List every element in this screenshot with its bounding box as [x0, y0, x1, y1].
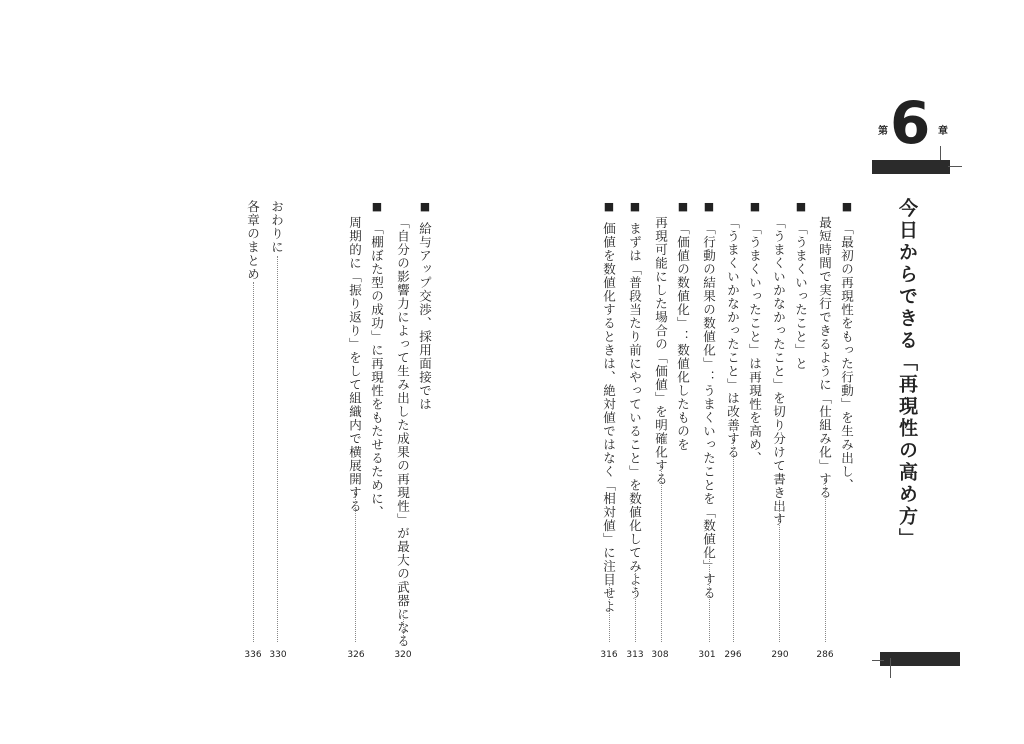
dot-leader	[403, 612, 404, 642]
page-number[interactable]: 301	[698, 650, 716, 660]
page-number[interactable]: 330	[269, 650, 287, 660]
page-number[interactable]: 320	[394, 650, 412, 660]
toc-entry-line[interactable]: ■ 「価値の数値化」：数値化したものを	[676, 200, 689, 452]
decor-line	[948, 166, 962, 167]
dot-leader	[661, 466, 662, 642]
decor-line	[890, 658, 891, 678]
chapter-heading	[872, 89, 962, 180]
dot-leader	[253, 282, 254, 642]
page-number[interactable]: 296	[724, 650, 742, 660]
toc-entry-line[interactable]: ■ 給与アップ交渉、採用面接では	[418, 200, 431, 411]
toc-entry-line[interactable]: ■ 「棚ぼた型の成功」に再現性をもたせるために、	[370, 200, 383, 519]
footer-bar	[880, 652, 960, 666]
chapter-label-prefix: 第	[878, 126, 888, 137]
dot-leader	[355, 490, 356, 642]
toc-entry-line[interactable]: 最短時間で実行できるように「仕組み化」する	[817, 216, 833, 500]
toc-entry-line[interactable]: 周期的に「振り返り」をして組織内で横展開する	[347, 216, 363, 513]
chapter-bar	[872, 160, 950, 174]
toc-entry-line[interactable]: ■ まずは「普段当たり前にやっていること」を数値化してみよう	[628, 200, 641, 600]
toc-entry-line[interactable]: ■ 「うまくいったこと」と	[794, 200, 807, 371]
page-number[interactable]: 316	[600, 650, 618, 660]
toc-entry-line[interactable]: ■ 価値を数値化するときは、絶対値ではなく「相対値」に注目せよ	[602, 200, 615, 614]
dot-leader	[277, 256, 278, 642]
toc-entry-line[interactable]: 「うまくいかなかったこと」は改善する	[725, 216, 741, 459]
page-number[interactable]: 336	[244, 650, 262, 660]
page-number[interactable]: 290	[771, 650, 789, 660]
dot-leader	[825, 478, 826, 642]
toc-entry-line[interactable]: 「うまくいかなかったこと」を切り分けて書き出す	[771, 216, 787, 527]
dot-leader	[609, 584, 610, 642]
toc-entry-line[interactable]: 「自分の影響力によって生み出した成果の再現性」が最大の武器になる	[395, 216, 411, 648]
page-number[interactable]: 286	[816, 650, 834, 660]
toc-entry-line[interactable]: ■ 「うまくいったこと」は再現性を高め、	[748, 200, 761, 465]
toc-entry-line[interactable]: 再現可能にした場合の「価値」を明確化する	[653, 216, 669, 486]
page-number[interactable]: 326	[347, 650, 365, 660]
dot-leader	[779, 500, 780, 642]
toc-entry-line[interactable]: おわりに	[269, 200, 285, 254]
chapter-label-suffix: 章	[938, 126, 948, 137]
toc-entry-line[interactable]: ■ 「最初の再現性をもった行動」を生み出し、	[840, 200, 853, 492]
dot-leader	[733, 430, 734, 642]
toc-entry-line[interactable]: 各章のまとめ	[245, 200, 261, 281]
chapter-number: 6	[890, 89, 931, 157]
page-number[interactable]: 313	[626, 650, 644, 660]
page-number[interactable]: 308	[651, 650, 669, 660]
dot-leader	[635, 570, 636, 642]
decor-line	[872, 660, 884, 661]
chapter-title: 今日からできる「再現性の高め方」	[896, 198, 918, 550]
toc-entry-line[interactable]: ■ 「行動の結果の数値化」：うまくいったことを「数値化」する	[702, 200, 715, 600]
dot-leader	[709, 548, 710, 642]
